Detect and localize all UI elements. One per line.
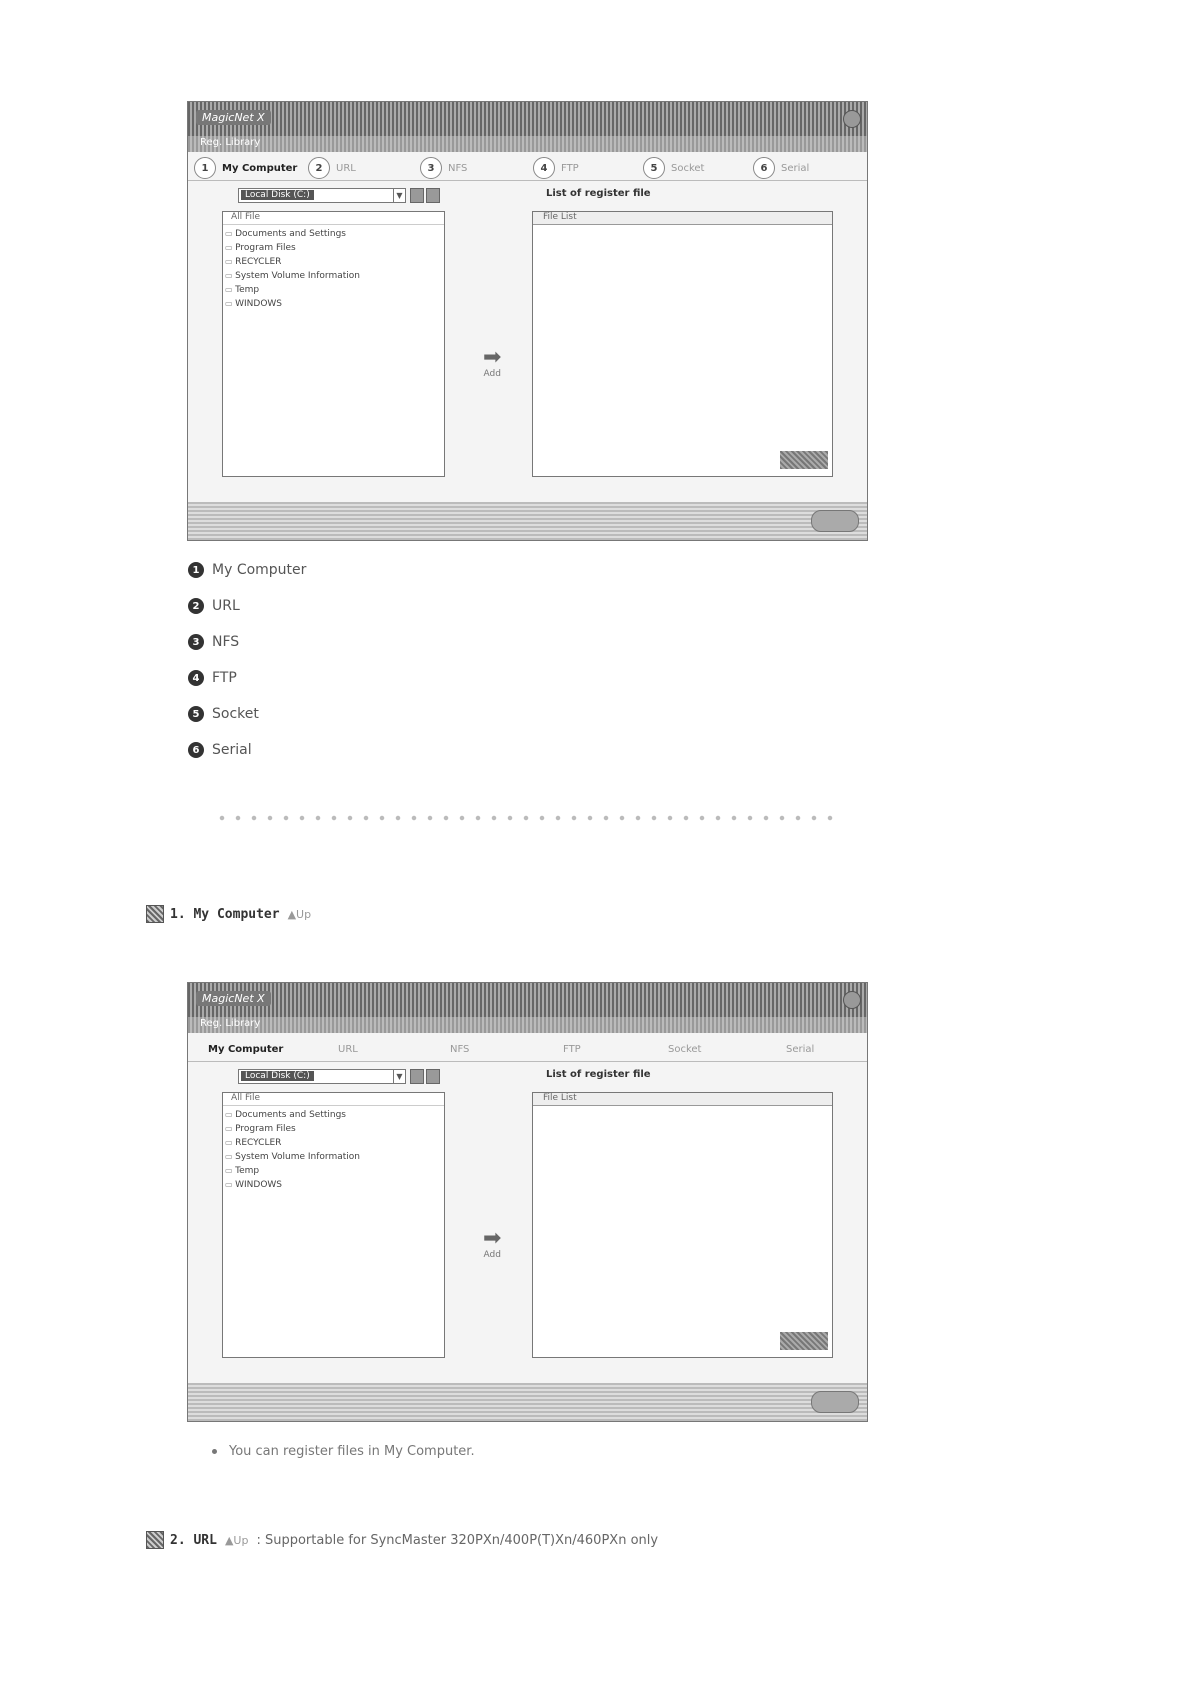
arrow-right-icon: ➡ [483, 1226, 502, 1251]
tab-label: My Computer [222, 162, 298, 174]
tab-label: My Computer [208, 1043, 284, 1055]
delete-button[interactable] [780, 1332, 828, 1350]
delete-button[interactable] [780, 451, 828, 469]
section-icon [146, 1531, 164, 1549]
title-bar [188, 983, 867, 1017]
tab-bar [188, 1037, 867, 1062]
title-bar [188, 102, 867, 136]
file-item[interactable]: ▭ WINDOWS [225, 1178, 444, 1192]
tab-my-computer[interactable] [194, 158, 297, 178]
menu-title[interactable]: Reg. Library [200, 1018, 261, 1029]
close-icon[interactable] [843, 991, 861, 1009]
menu-bar [188, 1017, 867, 1033]
tab-number-6: 6 [753, 157, 775, 179]
tab-nfs[interactable] [420, 158, 467, 178]
tab-number-4: 4 [533, 157, 555, 179]
app-logo: MagicNet X [196, 110, 271, 125]
tab-number-3: 3 [420, 157, 442, 179]
folder-up-button[interactable] [410, 1069, 424, 1084]
dotted-divider [214, 815, 834, 821]
legend-label: URL [212, 598, 240, 614]
add-button[interactable] [483, 347, 501, 379]
bullet-icon [212, 1449, 217, 1454]
file-item[interactable]: ▭ Documents and Settings [225, 1108, 444, 1122]
tab-label: NFS [450, 1043, 470, 1055]
tab-label: FTP [561, 162, 579, 174]
number-badge: 2 [188, 598, 204, 614]
file-item[interactable]: ▭ Documents and Settings [225, 227, 444, 241]
tab-bar [188, 156, 867, 181]
close-icon[interactable] [843, 110, 861, 128]
section-title: 2. URL [170, 1532, 217, 1548]
tab-label: NFS [448, 162, 468, 174]
register-title: List of register file [546, 188, 651, 199]
tab-socket[interactable] [668, 1039, 701, 1059]
tab-label: URL [338, 1043, 358, 1055]
section-description: : Supportable for SyncMaster 320PXn/400P(T)Xn/460PXn only [256, 1532, 659, 1548]
tab-url[interactable] [308, 158, 356, 178]
register-title: List of register file [546, 1069, 651, 1080]
file-list-header: All File [223, 212, 444, 225]
tab-label: FTP [563, 1043, 581, 1055]
close-button[interactable] [811, 1391, 859, 1413]
legend-item [188, 696, 306, 732]
tab-label: Serial [786, 1043, 815, 1055]
file-item[interactable]: ▭ System Volume Information [225, 1150, 444, 1164]
note-my-computer [212, 1444, 475, 1459]
drive-select[interactable] [238, 188, 406, 203]
chevron-down-icon[interactable]: ▼ [393, 189, 405, 202]
add-label: Add [483, 1250, 501, 1260]
file-item[interactable]: ▭ WINDOWS [225, 297, 444, 311]
number-badge: 5 [188, 706, 204, 722]
file-list-header: All File [223, 1093, 444, 1106]
app-window-my-computer [187, 982, 868, 1422]
tab-label: Serial [781, 162, 810, 174]
legend-item [188, 552, 306, 588]
legend-label: Socket [212, 706, 259, 722]
legend-item [188, 624, 306, 660]
menu-title[interactable]: Reg. Library [200, 137, 261, 148]
bottom-bar [188, 1383, 867, 1421]
number-badge: 3 [188, 634, 204, 650]
tab-serial[interactable] [753, 158, 809, 178]
tab-legend [188, 552, 306, 768]
section-title: 1. My Computer [170, 906, 280, 922]
app-logo: MagicNet X [196, 991, 271, 1006]
view-toggle-button[interactable] [426, 1069, 440, 1084]
menu-bar [188, 136, 867, 152]
tab-number-1: 1 [194, 157, 216, 179]
section-heading-my-computer [146, 905, 311, 923]
legend-label: My Computer [212, 562, 307, 578]
section-heading-url [146, 1531, 658, 1549]
tab-number-5: 5 [643, 157, 665, 179]
register-list[interactable] [532, 1092, 833, 1358]
bottom-bar [188, 502, 867, 540]
file-list[interactable] [222, 211, 445, 477]
number-badge: 1 [188, 562, 204, 578]
drive-value: Local Disk (C:) [241, 190, 314, 200]
number-badge: 6 [188, 742, 204, 758]
tab-number-2: 2 [308, 157, 330, 179]
note-text: You can register files in My Computer. [229, 1444, 475, 1459]
legend-item [188, 660, 306, 696]
register-list-header: File List [533, 212, 832, 225]
tab-socket[interactable] [643, 158, 704, 178]
file-list[interactable] [222, 1092, 445, 1358]
register-list[interactable] [532, 211, 833, 477]
register-list-header: File List [533, 1093, 832, 1106]
add-label: Add [483, 369, 501, 379]
drive-value: Local Disk (C:) [241, 1071, 314, 1081]
legend-label: Serial [212, 742, 252, 758]
tab-ftp[interactable] [533, 158, 579, 178]
tab-nfs[interactable] [450, 1039, 469, 1059]
legend-label: NFS [212, 634, 240, 650]
tab-url[interactable] [338, 1039, 358, 1059]
tab-label: Socket [671, 162, 705, 174]
legend-item [188, 588, 306, 624]
view-toggle-button[interactable] [426, 188, 440, 203]
tab-label: Socket [668, 1043, 702, 1055]
tab-ftp[interactable] [563, 1039, 581, 1059]
file-item[interactable]: ▭ Temp [225, 283, 444, 297]
app-window-numbered [187, 101, 868, 541]
chevron-down-icon[interactable]: ▼ [393, 1070, 405, 1083]
up-link[interactable]: ▲Up [224, 1533, 249, 1547]
arrow-right-icon: ➡ [483, 345, 502, 370]
add-button[interactable] [483, 1228, 501, 1260]
file-item[interactable]: ▭ RECYCLER [225, 1136, 444, 1150]
tab-label: URL [336, 162, 356, 174]
tab-my-computer[interactable] [208, 1039, 283, 1059]
folder-up-button[interactable] [410, 188, 424, 203]
legend-label: FTP [212, 670, 237, 686]
legend-item [188, 732, 306, 768]
drive-select[interactable] [238, 1069, 406, 1084]
number-badge: 4 [188, 670, 204, 686]
close-button[interactable] [811, 510, 859, 532]
file-item[interactable]: ▭ Program Files [225, 241, 444, 255]
file-item[interactable]: ▭ RECYCLER [225, 255, 444, 269]
file-item[interactable]: ▭ Temp [225, 1164, 444, 1178]
file-item[interactable]: ▭ Program Files [225, 1122, 444, 1136]
file-item[interactable]: ▭ System Volume Information [225, 269, 444, 283]
section-icon [146, 905, 164, 923]
tab-serial[interactable] [786, 1039, 814, 1059]
up-link[interactable]: ▲Up [287, 907, 312, 921]
